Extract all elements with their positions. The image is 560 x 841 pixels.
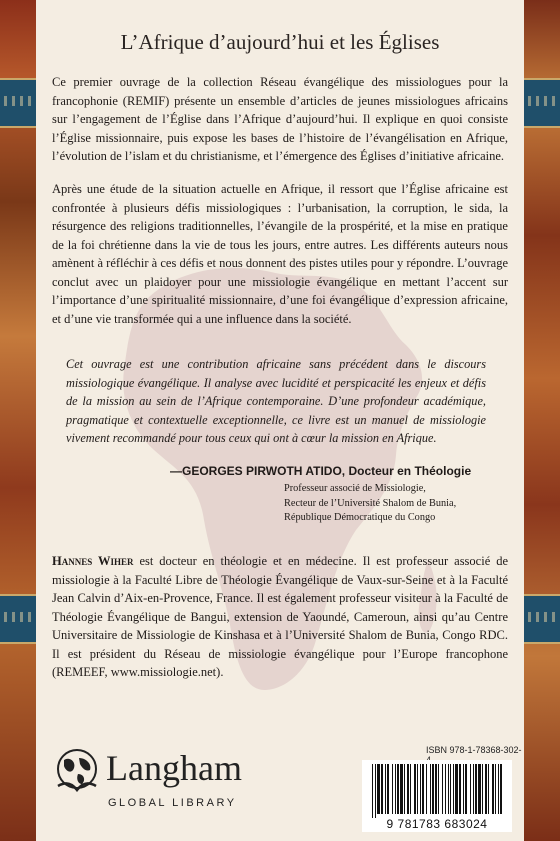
affiliation-line: Recteur de l’Université Shalom de Bunia,: [284, 497, 457, 509]
barcode-bar: [450, 764, 451, 814]
description-paragraph-1: Ce premier ouvrage de la collection Réseau évangélique des missiologues pour la francophonie (REMIF) présente un ensemble d’articles de jeunes missiologues africains sur l’engagement de l’Église dans l’Afrique d’aujourd’hui. Il explique en quoi consiste l’Église missionnaire, puis expose les bases de l’histoire de l’évangélisation en Afrique, l’évolution de l’islam et du christianisme, et l’émergence des Églises d’initiative africaine.: [52, 75, 508, 163]
barcode-bar: [430, 764, 431, 814]
right-bottom-stripe: [524, 594, 560, 644]
barcode-bar: [470, 764, 471, 814]
back-cover-panel: [36, 0, 524, 841]
barcode-digits: 9 781783 683024: [386, 817, 488, 831]
barcode-bar: [417, 764, 418, 814]
book-title: L’Afrique d’aujourd’hui et les Églises: [120, 30, 440, 54]
author-bio-text: est docteur en théologie et en médecine. Il est professeur associé de missiologie à la Faculté Libre de Théologie Évangélique de Vaux-sur-Seine et à la Faculté Jean Calvin d’Aix-en-Provence, France. Il est également professeur visiteur à la Faculté de Théologie Évangélique de Bangui, extension de Yaoundé, Cameroun, ainsi qu’au Centre Universitaire de Missiologie de Kinshasa et à l’Université Shalom de Bunia, Congo RDC. Il est président du Réseau de missiologie évangélique pour l’Europe francophone (REMEEF, www.missiologie.net).: [52, 554, 508, 679]
barcode-bar: [478, 764, 481, 814]
barcode-bar: [495, 764, 496, 814]
endorsement-affiliation: [284, 482, 456, 526]
publisher-name: Langham: [106, 748, 242, 788]
barcode-bar: [435, 764, 437, 814]
barcode: [362, 760, 512, 832]
barcode-bar: [445, 764, 446, 814]
barcode-bar: [475, 764, 477, 814]
barcode-bar: [438, 764, 439, 814]
barcode-bar: [432, 764, 434, 814]
barcode-bar: [465, 764, 467, 814]
barcode-bar: [463, 764, 464, 814]
left-bottom-stripe: [0, 594, 36, 644]
left-top-stripe: [0, 78, 36, 128]
barcode-bar: [414, 764, 416, 814]
barcode-bar: [400, 764, 403, 814]
endorsement-quote: Cet ouvrage est une contribution africaine sans précédent dans le discours missiologique évangélique. Il analyse avec lucidité et perspicacité les enjeux et défis de la mission au sein de l’Afrique contemporaine. D’une profondeur académique, pragmatique et contextuelle exceptionnelle, ce livre est un manuel de missiologie vivement recommandé pour tous ceux qui ont à cœur la mission en Afrique.: [66, 357, 486, 445]
barcode-bar: [422, 764, 424, 814]
description-paragraph-2: Après une étude de la situation actuelle en Afrique, il ressort que l’Église africaine est confrontée à plusieurs défis missiologiques : l’urbanisation, la corruption, le sida, la résurgence des religions traditionnelles, l’évangile de la prospérité, et la mise en pratique de la foi chrétienne dans la vie de tous les jours, entre autres. Les différents auteurs nous amènent à réfléchir à ces défis et nous donnent des pistes utiles pour y répondre. L’ouvrage conclut avec un plaidoyer pour une missiologie évangélique en mettant l’accent sur l’importance d’une spiritualité missionnaire, d’une foi évangélique d’expression africaine, et d’une vie transformée qui a une influence dans la société.: [52, 182, 508, 326]
barcode-bar: [482, 764, 483, 814]
affiliation-line: République Démocratique du Congo: [284, 512, 436, 523]
barcode-bar: [392, 764, 393, 814]
barcode-bar: [385, 764, 386, 814]
barcode-bar: [442, 764, 443, 814]
isbn-label: ISBN 978-1-78368-302-: [426, 745, 522, 755]
right-top-stripe: [524, 78, 560, 128]
barcode-bar: [410, 764, 411, 814]
barcode-bar: [448, 764, 449, 814]
barcode-bar: [473, 764, 474, 814]
barcode-bar: [377, 764, 380, 814]
globe-book-icon: [52, 746, 102, 796]
author-name: Hannes Wiher: [52, 554, 134, 568]
affiliation-line: Professeur associé de Missiologie,: [284, 483, 426, 494]
barcode-bar: [375, 764, 376, 818]
barcode-bar: [488, 764, 489, 814]
barcode-bar: [387, 764, 389, 814]
barcode-bar: [426, 764, 427, 814]
author-bio: [52, 552, 508, 682]
barcode-bar: [420, 764, 421, 814]
barcode-bars: [362, 760, 512, 820]
barcode-bar: [455, 764, 458, 814]
barcode-bar: [453, 764, 454, 814]
barcode-bar: [372, 764, 373, 818]
barcode-bar: [395, 764, 396, 814]
barcode-bar: [459, 764, 461, 814]
barcode-bar: [500, 764, 502, 814]
barcode-bar: [404, 764, 405, 814]
publisher-subtitle: GLOBAL LIBRARY: [108, 797, 237, 809]
barcode-bar: [381, 764, 383, 814]
barcode-bar: [498, 764, 499, 814]
barcode-bar: [492, 764, 494, 814]
endorsement-attribution: —GEORGES PIRWOTH ATIDO, Docteur en Théologie: [170, 464, 472, 478]
barcode-bar: [407, 764, 409, 814]
barcode-bar: [397, 764, 399, 814]
barcode-bar: [485, 764, 487, 814]
